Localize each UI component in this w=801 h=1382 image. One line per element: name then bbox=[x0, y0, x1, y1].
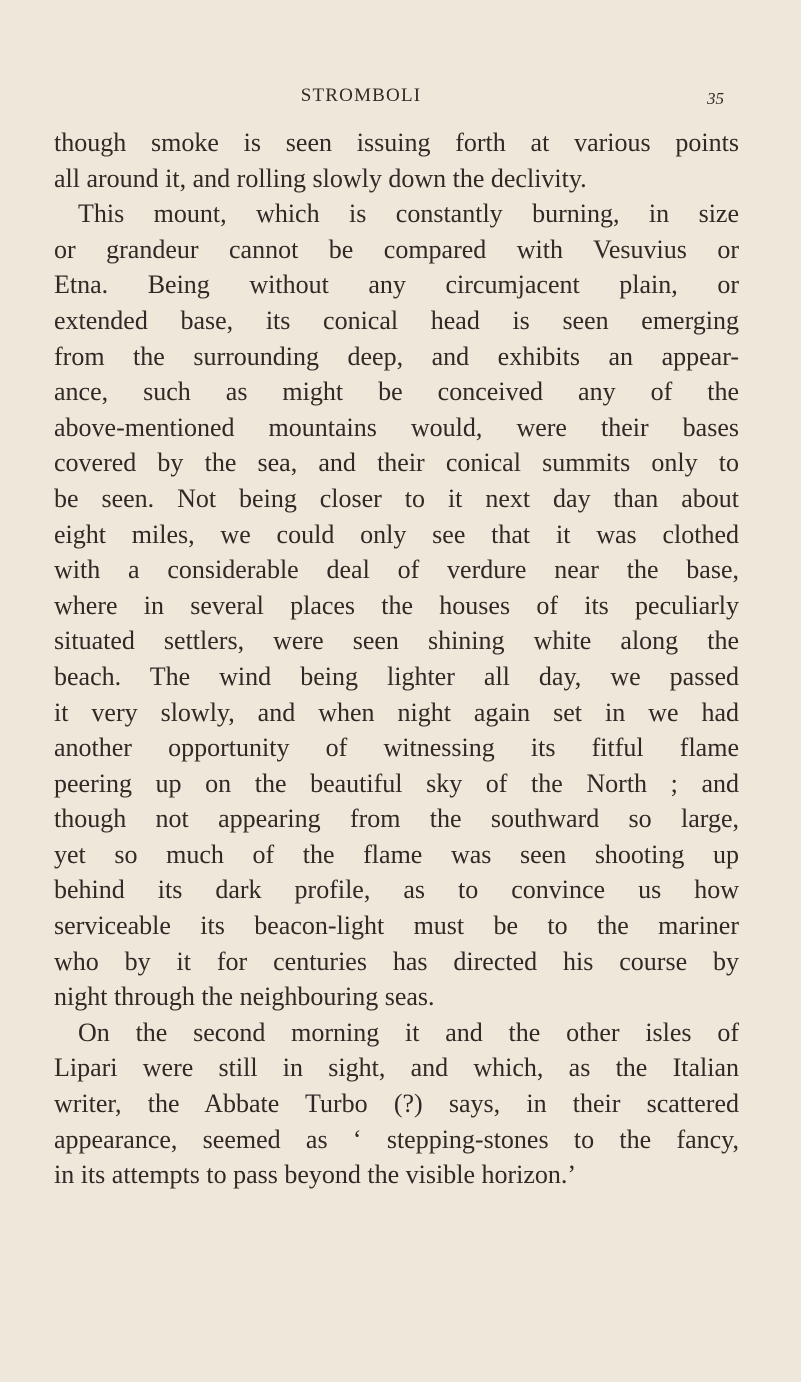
text-line: yet so much of the flame was seen shooting up bbox=[54, 839, 739, 869]
text-line: eight miles, we could only see that it was clothed bbox=[54, 519, 739, 549]
text-line: from the surrounding deep, and exhibits an appear- bbox=[54, 341, 739, 371]
text-line: in its attempts to pass beyond the visible horizon.’ bbox=[54, 1160, 577, 1190]
text-line: or grandeur cannot be compared with Vesuvius or bbox=[54, 234, 739, 264]
text-line: though not appearing from the southward so large, bbox=[54, 804, 739, 834]
text-line: who by it for centuries has directed his course by bbox=[54, 946, 739, 976]
text-line: though smoke is seen issuing forth at various points bbox=[54, 128, 739, 157]
text-line: peering up on the beautiful sky of the North ; and bbox=[54, 768, 739, 798]
text-line: with a considerable deal of verdure near the base, bbox=[54, 555, 739, 585]
text-line: be seen. Not being closer to it next day than about bbox=[54, 483, 739, 513]
text-line: it very slowly, and when night again set in we had bbox=[54, 697, 739, 727]
text-line: extended base, its conical head is seen emerging bbox=[54, 305, 739, 335]
text-line: above-mentioned mountains would, were their bases bbox=[54, 412, 739, 442]
text-line: ance, such as might be conceived any of the bbox=[54, 377, 739, 407]
text-line: Etna. Being without any circumjacent plain, or bbox=[54, 270, 739, 300]
text-line: where in several places the houses of its peculiarly bbox=[54, 590, 739, 620]
text-line: This mount, which is constantly burning, in size bbox=[78, 199, 739, 229]
text-line: writer, the Abbate Turbo (?) says, in their scattered bbox=[54, 1089, 739, 1119]
text-line: covered by the sea, and their conical summits only to bbox=[54, 448, 739, 478]
text-line: beach. The wind being lighter all day, we passed bbox=[54, 661, 739, 691]
page-number: 35 bbox=[707, 89, 724, 108]
body-text bbox=[54, 125, 739, 1193]
text-line: all around it, and rolling slowly down the declivity. bbox=[54, 163, 587, 193]
running-head bbox=[0, 85, 801, 115]
text-line: appearance, seemed as ‘ stepping-stones to the fancy, bbox=[54, 1124, 739, 1154]
running-title: STROMBOLI bbox=[300, 85, 422, 106]
text-line: On the second morning it and the other isles of bbox=[78, 1017, 739, 1047]
text-line: situated settlers, were seen shining white along the bbox=[54, 626, 739, 656]
text-line: another opportunity of witnessing its fitful flame bbox=[54, 733, 739, 763]
text-line: night through the neighbouring seas. bbox=[54, 982, 435, 1012]
text-line: serviceable its beacon-light must be to the mariner bbox=[54, 911, 739, 941]
text-line: behind its dark profile, as to convince us how bbox=[54, 875, 739, 905]
text-line: Lipari were still in sight, and which, as the Italian bbox=[54, 1053, 739, 1083]
